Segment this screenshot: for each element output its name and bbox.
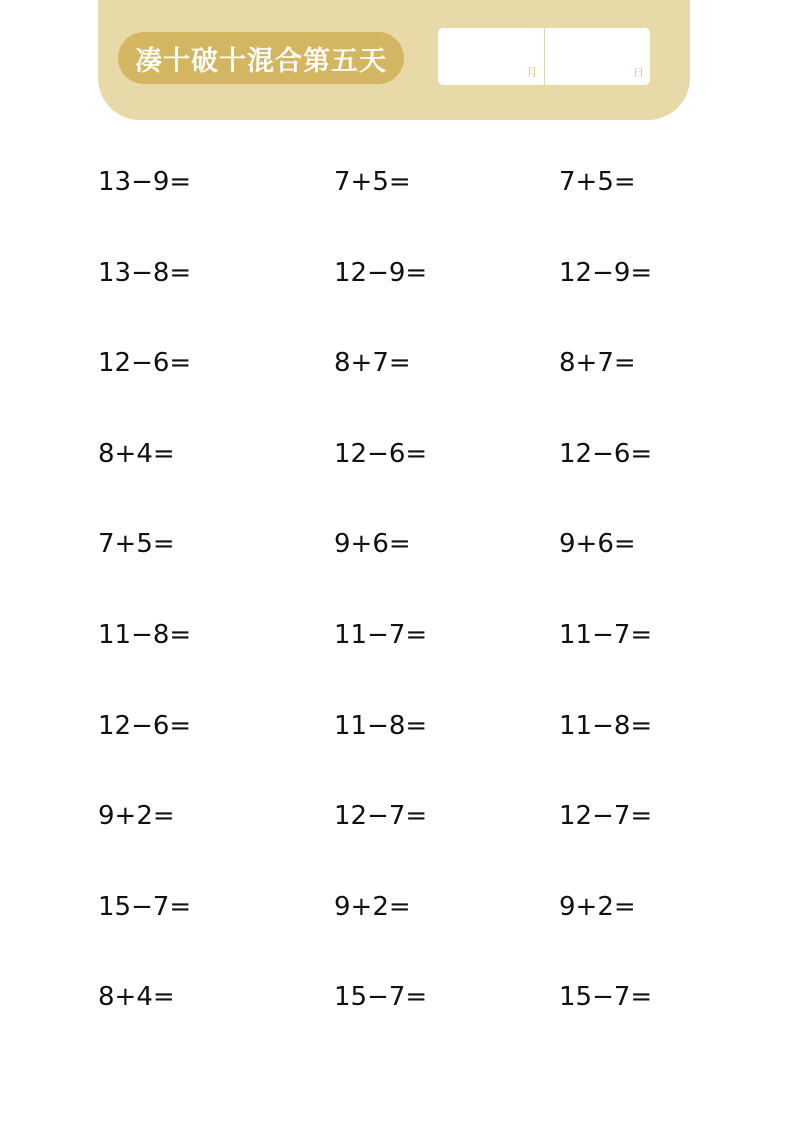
problem-item: 12−6= <box>334 439 428 469</box>
problem-item: 8+4= <box>98 982 175 1012</box>
problem-item: 12−7= <box>334 801 428 831</box>
problem-item: 9+2= <box>98 801 175 831</box>
problem-item: 11−8= <box>559 711 653 741</box>
problem-item: 12−6= <box>98 711 192 741</box>
problem-item: 15−7= <box>559 982 653 1012</box>
problem-item: 12−9= <box>559 258 653 288</box>
problem-item: 11−7= <box>559 620 653 650</box>
problem-item: 13−8= <box>98 258 192 288</box>
problem-item: 9+2= <box>334 892 411 922</box>
month-label: 月 <box>526 66 538 79</box>
problem-item: 15−7= <box>334 982 428 1012</box>
day-label: 日 <box>633 66 644 79</box>
problem-item: 11−8= <box>98 620 192 650</box>
problem-item: 7+5= <box>559 167 636 197</box>
problem-item: 12−6= <box>559 439 653 469</box>
problem-item: 12−9= <box>334 258 428 288</box>
problem-item: 9+6= <box>559 529 636 559</box>
problem-item: 9+2= <box>559 892 636 922</box>
problem-item: 11−8= <box>334 711 428 741</box>
problem-item: 8+4= <box>98 439 175 469</box>
problem-item: 7+5= <box>334 167 411 197</box>
problem-item: 15−7= <box>98 892 192 922</box>
worksheet-title: 凑十破十混合第五天 <box>118 32 404 84</box>
problem-item: 12−7= <box>559 801 653 831</box>
problem-item: 8+7= <box>334 348 411 378</box>
problem-item: 11−7= <box>334 620 428 650</box>
problem-item: 12−6= <box>98 348 192 378</box>
problem-item: 7+5= <box>98 529 175 559</box>
problem-item: 13−9= <box>98 167 192 197</box>
problem-item: 9+6= <box>334 529 411 559</box>
problem-item: 8+7= <box>559 348 636 378</box>
